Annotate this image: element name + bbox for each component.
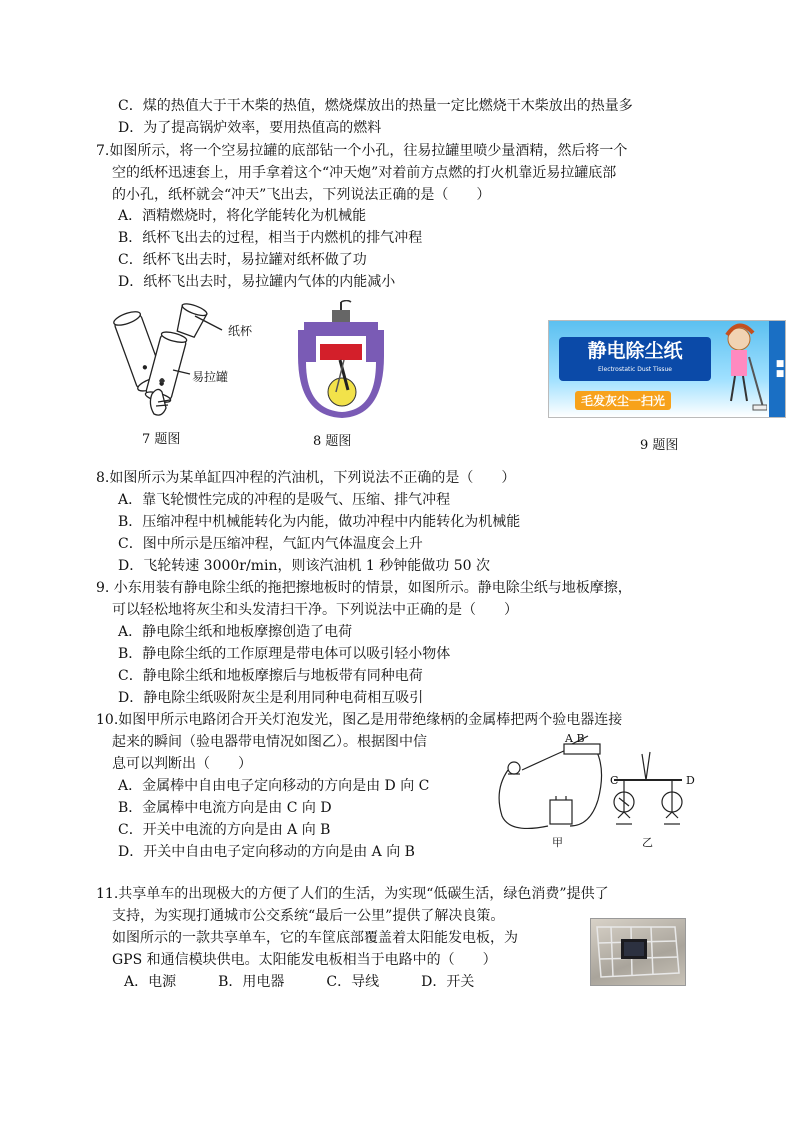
text-line: 9. 小东用装有静电除尘纸的拖把擦地板时的情景，如图所示。静电除尘纸与地板摩擦，	[96, 580, 632, 596]
text-line: 8.如图所示为某单缸四冲程的汽油机，下列说法不正确的是（ ）	[96, 470, 516, 486]
text-line: 空的纸杯迅速套上，用手拿着这个“冲天炮”对着前方点燃的打火机靠近易拉罐底部	[112, 165, 617, 181]
text-line: A．电源 B．用电器 C．导线 D．开关	[124, 974, 475, 990]
text-line: B．纸杯飞出去的过程，相当于内燃机的排气冲程	[118, 230, 423, 246]
text-line: B．金属棒中电流方向是由 C 向 D	[118, 800, 332, 816]
text-line: 如图所示的一款共享单车，它的车筐底部覆盖着太阳能发电板，为	[112, 930, 518, 946]
text-line: 起来的瞬间（验电器带电情况如图乙）。根据图中信	[112, 734, 427, 750]
fig10-d-label: D	[686, 774, 695, 787]
text-line: A．静电除尘纸和地板摩擦创造了电荷	[118, 624, 353, 640]
fig10-yi-label: 乙	[642, 836, 653, 849]
text-line: C．图中所示是压缩冲程，气缸内气体温度会上升	[118, 536, 423, 552]
fig9-brand-box	[559, 337, 711, 381]
text-line: 支持，为实现打通城市公交系统“最后一公里”提供了解决良策。	[112, 908, 505, 924]
text-line: C．开关中电流的方向是由 A 向 B	[118, 822, 331, 838]
text-line: 10.如图甲所示电路闭合开关灯泡发光，图乙是用带绝缘柄的金属棒把两个验电器连接	[96, 712, 623, 728]
text-line: D．飞轮转速 3000r/min，则该汽油机 1 秒钟能做功 50 次	[118, 558, 491, 574]
fig11-bike-basket-photo	[590, 918, 686, 986]
text-line: D．为了提高锅炉效率，要用热值高的燃料	[118, 120, 382, 136]
fig7-can-label: 易拉罐	[192, 370, 229, 384]
fig9-side-tab: ■■	[769, 321, 785, 417]
fig9-brand-title: 静电除尘纸	[587, 340, 683, 362]
fig9-photo	[548, 320, 786, 418]
text-line: 息可以判断出（ ）	[112, 756, 252, 772]
text-line: A．靠飞轮惯性完成的冲程的是吸气、压缩、排气冲程	[118, 492, 451, 508]
text-line: C．纸杯飞出去时，易拉罐对纸杯做了功	[118, 252, 367, 268]
text-line: C．煤的热值大于干木柴的热值，燃烧煤放出的热量一定比燃烧干木柴放出的热量多	[118, 98, 633, 114]
text-line: D．静电除尘纸吸附灰尘是利用同种电荷相互吸引	[118, 690, 424, 706]
text-line: D．开关中自由电子定向移动的方向是由 A 向 B	[118, 844, 415, 860]
fig8-caption: 8 题图	[313, 434, 352, 449]
fig10-switch-label: A B	[565, 732, 585, 745]
text-line: C．静电除尘纸和地板摩擦后与地板带有同种电荷	[118, 668, 423, 684]
text-line: 11.共享单车的出现极大的方便了人们的生活，为实现“低碳生活，绿色消费”提供了	[96, 886, 609, 902]
fig9-caption: 9 题图	[640, 438, 679, 453]
fig7-cup-label: 纸杯	[228, 324, 253, 338]
fig10-circuit-diagram	[488, 730, 693, 848]
text-line: 7.如图所示，将一个空易拉罐的底部钻一个小孔，往易拉罐里喷少量酒精，然后将一个	[96, 143, 628, 159]
fig10-jia-label: 甲	[552, 836, 563, 849]
text-line: 可以轻松地将灰尘和头发清扫干净。下列说法中正确的是（ ）	[112, 602, 518, 618]
text-line: B．压缩冲程中机械能转化为内能，做功冲程中内能转化为机械能	[118, 514, 521, 530]
fig10-c-label: C	[610, 774, 619, 787]
text-line: A．酒精燃烧时，将化学能转化为机械能	[118, 208, 367, 224]
text-line: GPS 和通信模块供电。太阳能发电板相当于电路中的（ ）	[112, 952, 497, 968]
fig9-brand-en: Electrostatic Dust Tissue	[598, 366, 672, 373]
text-line: A．金属棒中自由电子定向移动的方向是由 D 向 C	[118, 778, 430, 794]
fig7-caption: 7 题图	[142, 432, 181, 447]
text-line: 的小孔，纸杯就会“冲天”飞出去，下列说法正确的是（ ）	[112, 187, 491, 203]
fig7-diagram	[110, 296, 260, 426]
text-line: B．静电除尘纸的工作原理是带电体可以吸引轻小物体	[118, 646, 451, 662]
fig9-figure-illustration	[715, 323, 767, 415]
text-line: D．纸杯飞出去时，易拉罐内气体的内能减小	[118, 274, 396, 290]
fig9-slogan: 毛发灰尘一扫光	[575, 391, 671, 410]
fig8-engine-diagram	[292, 300, 390, 424]
